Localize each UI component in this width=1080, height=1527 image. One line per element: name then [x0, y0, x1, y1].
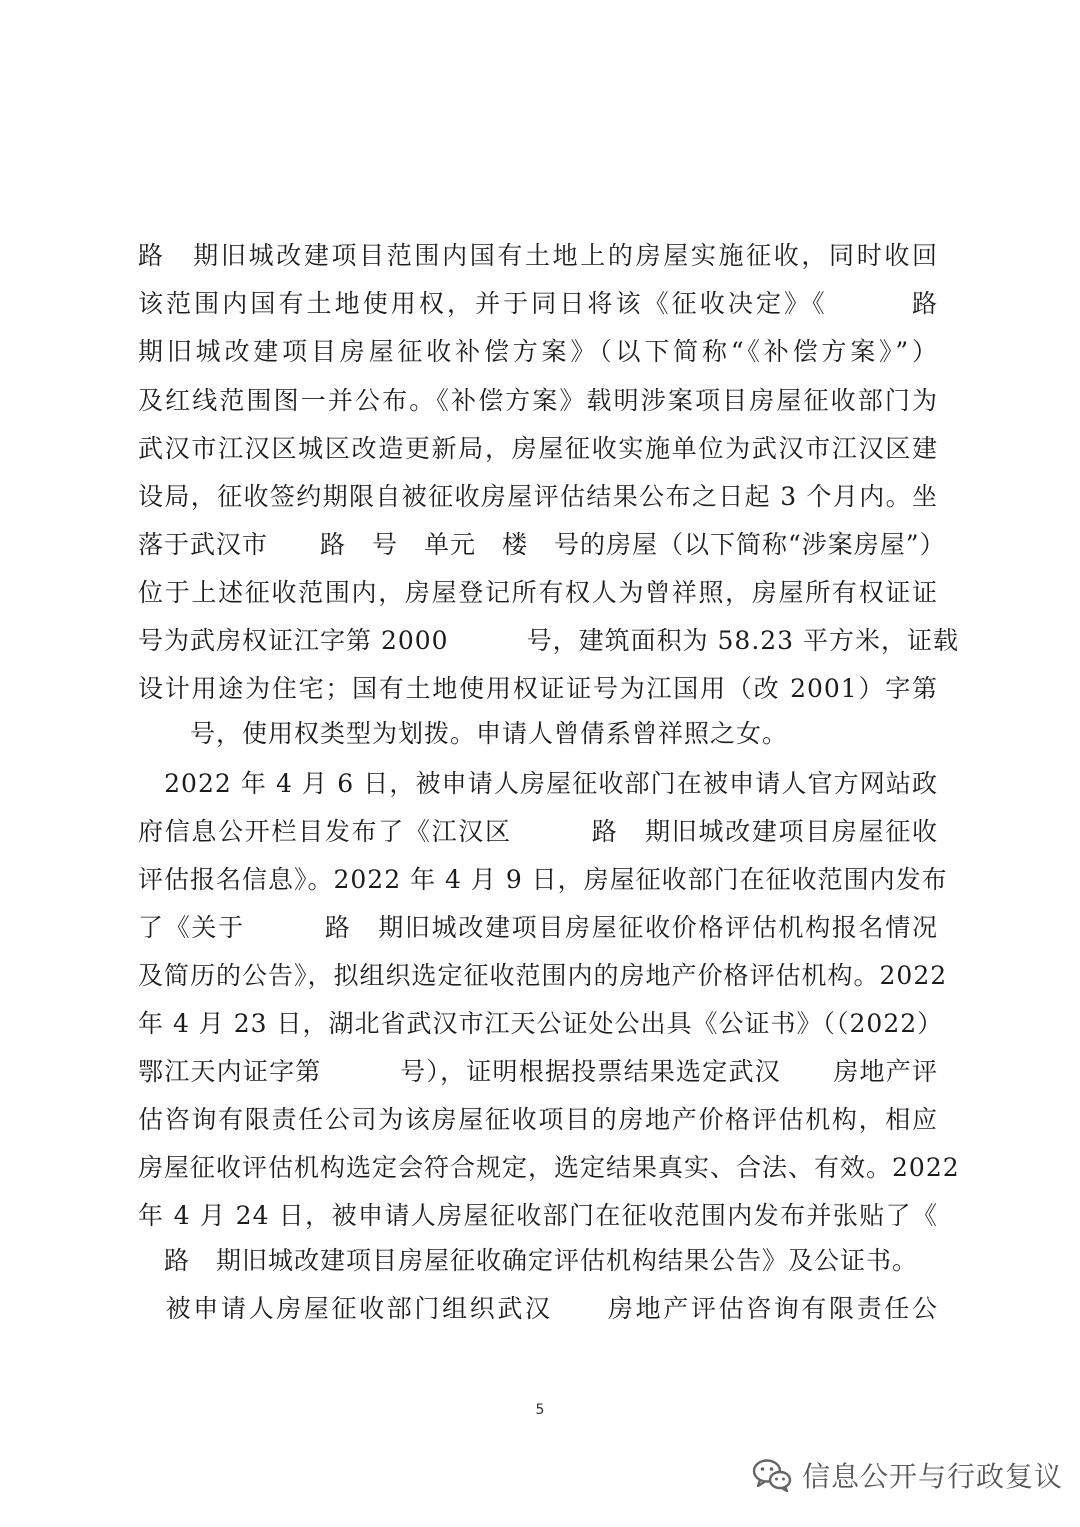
body-line-20: 房屋征收评估机构选定会符合规定，选定结果真实、合法、有效。2022 — [138, 1153, 960, 1182]
body-line-9: 号为武房权证江字第 2000 号，建筑面积为 58.23 平方米，证载 — [138, 626, 960, 655]
body-line-11: 号，使用权类型为划拨。申请人曾倩系曾祥照之女。 — [138, 719, 789, 748]
body-line-8: 位于上述征收范围内，房屋登记所有权人为曾祥照，房屋所有权证证 — [138, 578, 938, 607]
body-line-16: 及简历的公告》，拟组织选定征收范围内的房地产价格评估机构。2022 — [138, 961, 948, 990]
body-line-12: 2022 年 4 月 6 日，被申请人房屋征收部门在被申请人官方网站政 — [138, 769, 938, 798]
body-line-14: 评估报名信息》。2022 年 4 月 9 日，房屋征收部门在征收范围内发布 — [138, 865, 948, 894]
body-line-18: 鄂江天内证字第 号），证明根据投票结果选定武汉 房地产评 — [138, 1057, 938, 1086]
body-line-6: 设局，征收签约期限自被征收房屋评估结果公布之日起 3 个月内。坐 — [138, 482, 938, 511]
source-watermark — [752, 1450, 1063, 1500]
body-line-15: 了《关于 路 期旧城改建项目房屋征收价格评估机构报名情况 — [138, 913, 938, 942]
body-line-21: 年 4 月 24 日，被申请人房屋征收部门在征收范围内发布并张贴了《 — [138, 1201, 938, 1230]
wechat-icon — [752, 1458, 792, 1492]
body-line-22: 路 期旧城改建项目房屋征收确定评估机构结果公告》及公证书。 — [138, 1246, 919, 1275]
body-line-1: 路 期旧城改建项目范围内国有土地上的房屋实施征收，同时收回 — [138, 241, 938, 270]
page-number: 5 — [535, 1402, 545, 1418]
body-line-2: 该范围内国有土地使用权，并于同日将该《征收决定》《 路 — [138, 289, 938, 318]
body-line-7: 落于武汉市 路 号 单元 楼 号的房屋（以下简称“涉案房屋”） — [138, 530, 946, 559]
body-line-4: 及红线范围图一并公布。《补偿方案》载明涉案项目房屋征收部门为 — [138, 386, 938, 415]
watermark-text: 信息公开与行政复议 — [802, 1460, 1064, 1493]
body-line-19: 估咨询有限责任公司为该房屋征收项目的房地产价格评估机构，相应 — [138, 1105, 938, 1134]
body-line-5: 武汉市江汉区城区改造更新局，房屋征收实施单位为武汉市江汉区建 — [138, 434, 938, 463]
body-line-3: 期旧城改建项目房屋征收补偿方案》（以下简称“《补偿方案》”） — [138, 337, 938, 366]
body-line-23: 被申请人房屋征收部门组织武汉 房地产评估咨询有限责任公 — [138, 1294, 938, 1323]
body-line-13: 府信息公开栏目发布了《江汉区 路 期旧城改建项目房屋征收 — [138, 817, 938, 846]
body-line-10: 设计用途为住宅；国有土地使用权证证号为江国用（改 2001）字第 — [138, 674, 938, 703]
body-line-17: 年 4 月 23 日，湖北省武汉市江天公证处公出具《公证书》（（2022） — [138, 1009, 944, 1038]
